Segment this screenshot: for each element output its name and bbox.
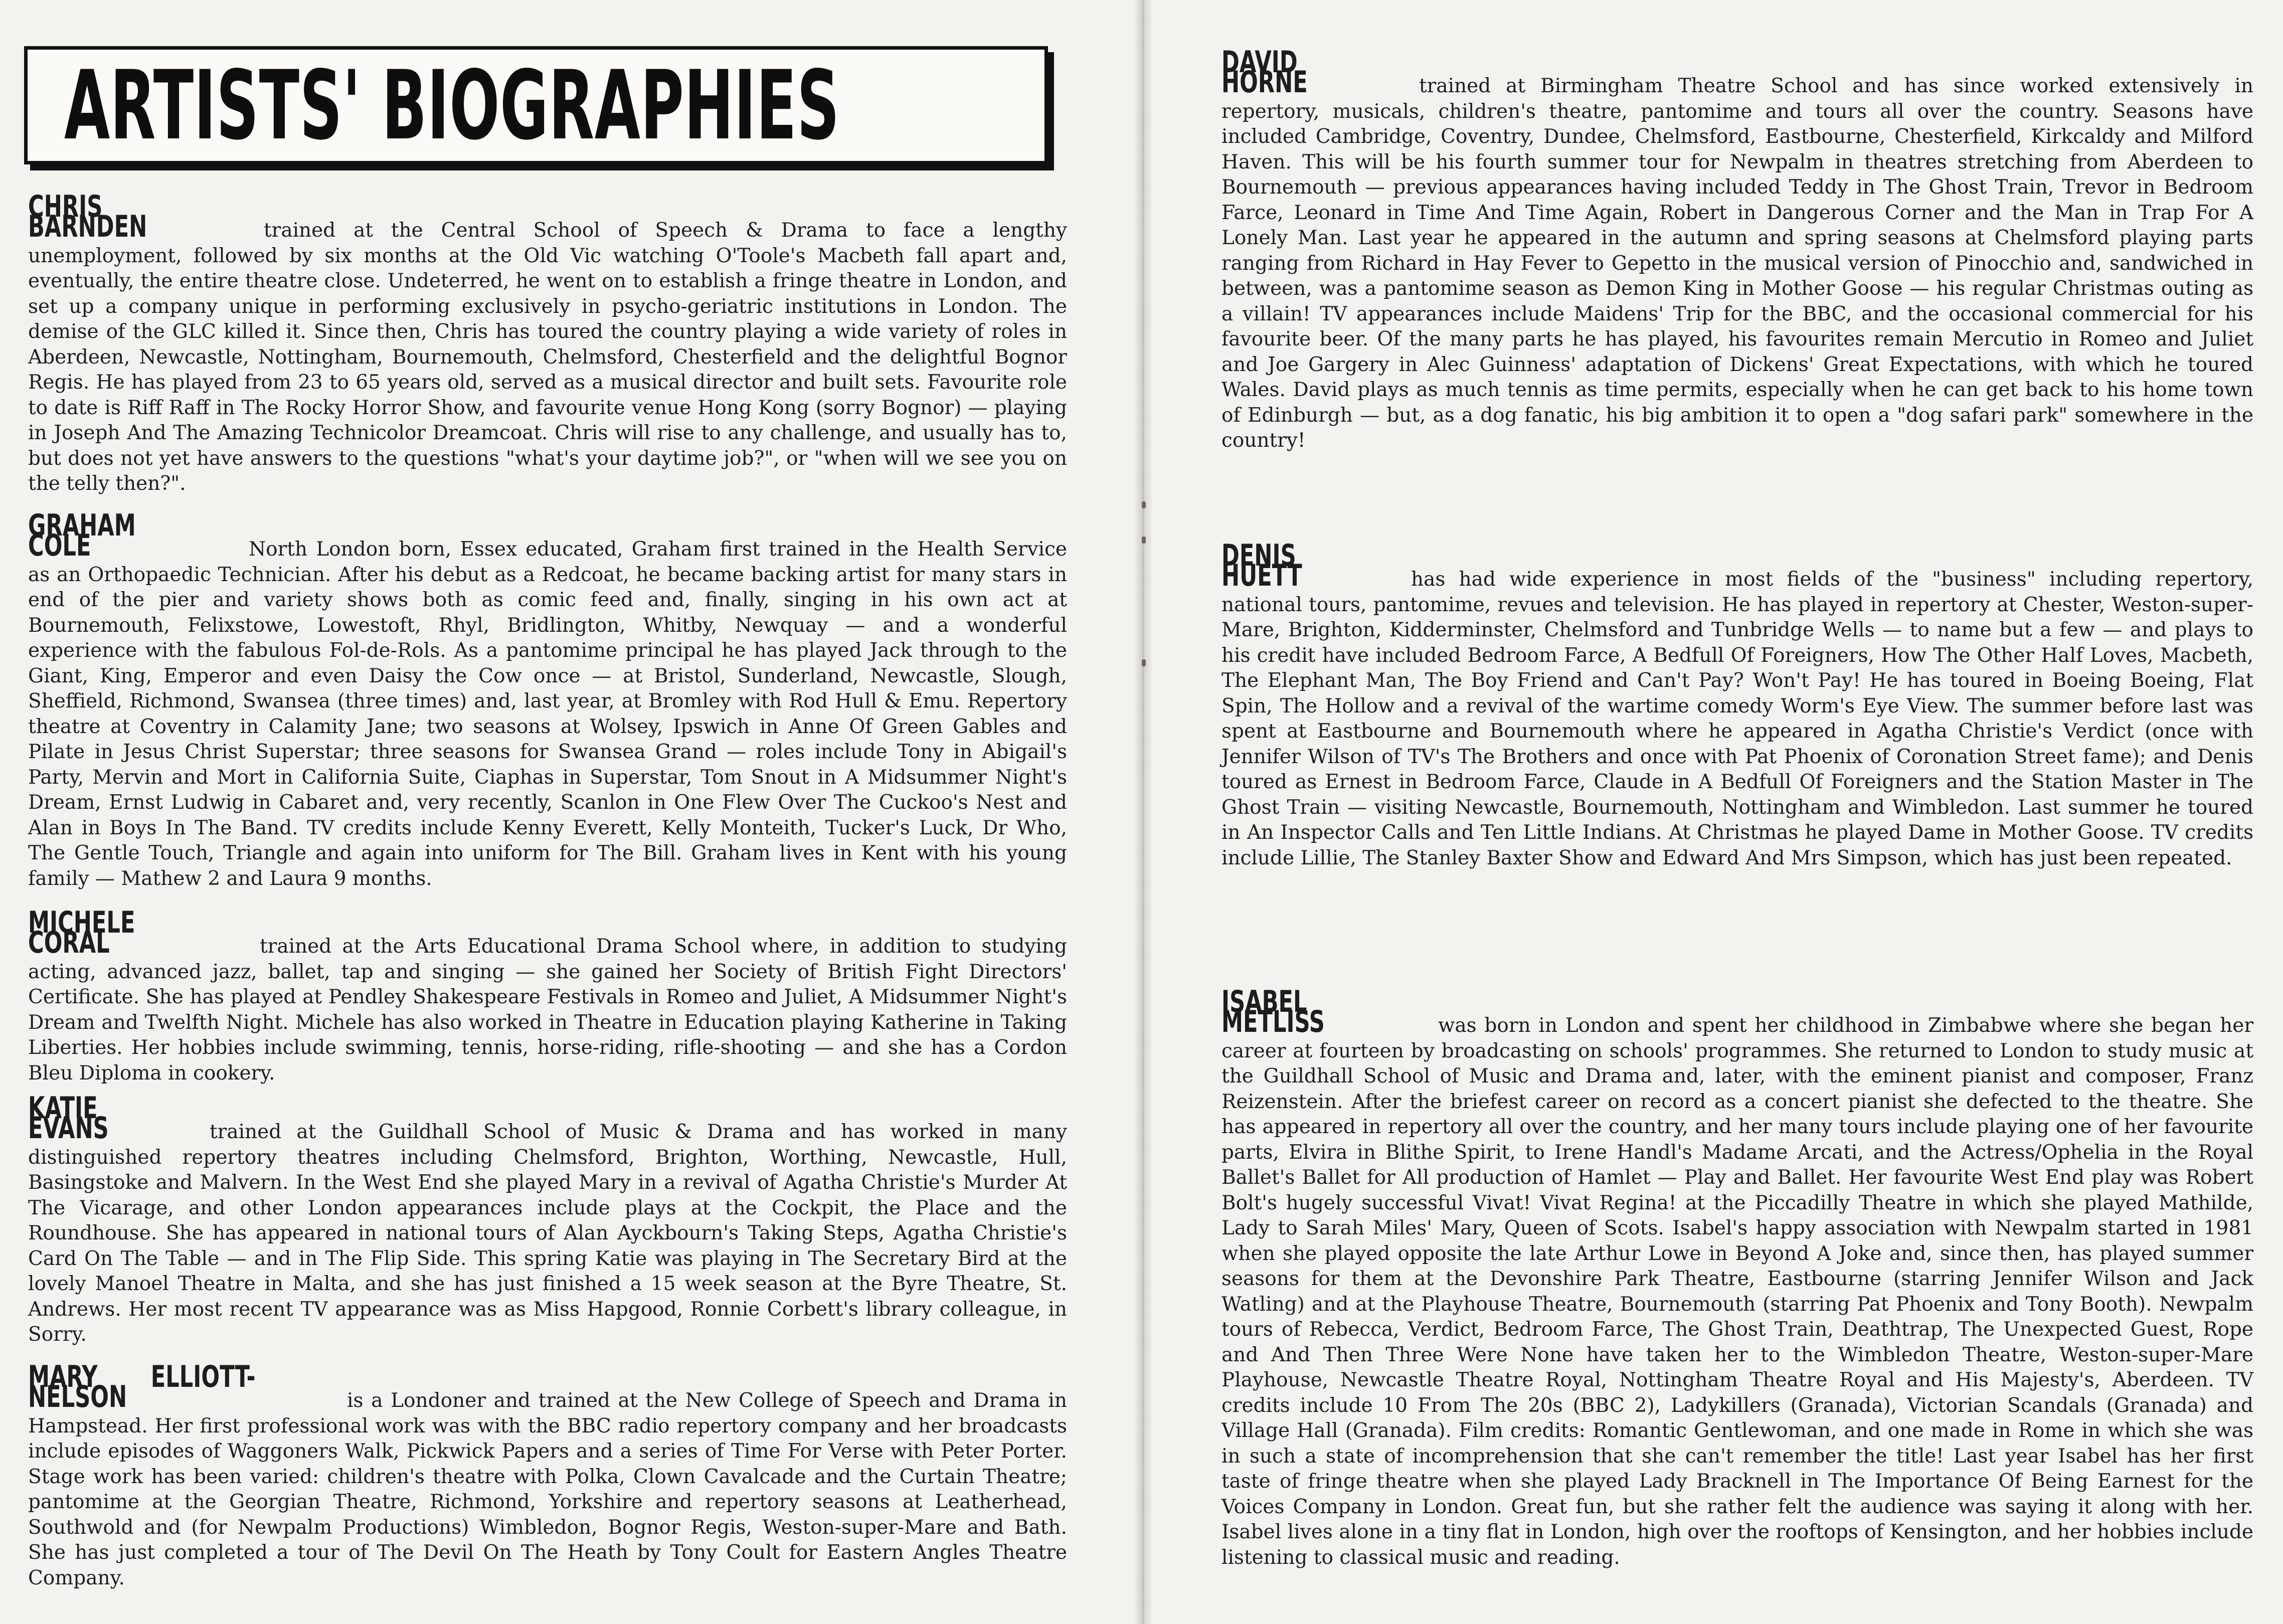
bio-text: trained at the Arts Educational Drama School where, in addition to studying acting, advanced jazz, ballet, tap and singing — she gained her Society of British Fight Directors' Certificate. She has played at Pendley Shakespeare Festivals in Romeo and Juliet, A Midsummer Night's Dream and Twelfth Night. Michele has also worked in Theatre in Education playing Katherine in Taking Liberties. Her hobbies include swimming, tennis, horse-riding, rifle-shooting — and she has a Cordon Bleu Diploma in cookery. <box>28 935 1067 1085</box>
bio-text: North London born, Essex educated, Graham first trained in the Health Service as an Orthopaedic Technician. After his debut as a Redcoat, he became backing artist for many stars in end of the pier and variety shows both as comic feed and, finally, singing in his own act at Bournemouth, Felixstowe, Lowestoft, Rhyl, Bridlington, Whitby, Newquay — and a wonderful experience with the fabulous Fol-de-Rols. As a pantomime principal he has played Jack through to the Giant, King, Emperor and even Daisy the Cow once — at Bristol, Sunderland, Newcastle, Slough, Sheffield, Richmond, Swansea (three times) and, last year, at Bromley with Rod Hull & Emu. Repertory theatre at Coventry in Calamity Jane; two seasons at Wolsey, Ipswich in Anne Of Green Gables and Pilate in Jesus Christ Superstar; three seasons for Swansea Grand — roles include Tony in Abigail's Party, Mervin and Mort in California Suite, Ciaphas in Superstar, Tom Snout in A Midsummer Night's Dream, Ernst Ludwig in Cabaret and, very recently, Scanlon in One Flew Over The Cuckoo's Nest and Alan in Boys In The Band. TV credits include Kenny Everett, Kelly Monteith, Tucker's Luck, Dr Who, The Gentle Touch, Triangle and again into uniform for The Bill. Graham lives in Kent with his young family — Mathew 2 and Laura 9 months. <box>28 538 1067 890</box>
staple-mark <box>1142 501 1146 508</box>
bio-denis-huett <box>1221 538 2253 871</box>
bio-graham-cole <box>28 508 1067 891</box>
bio-david-horne <box>1221 45 2253 454</box>
page-title: ARTISTS' BIOGRAPHIES <box>64 50 840 161</box>
bio-text: trained at the Central School of Speech & Drama to face a lengthy unemployment, followed by six months at the Old Vic watching O'Toole's Macbeth fall apart and, eventually, the entire theatre close. Undeterred, he went on to establish a fringe theatre in London, and set up a company unique in performing exclusively in psycho-geriatric institutions in London. The demise of the GLC killed it. Since then, Chris has toured the country playing a wide variety of roles in Aberdeen, Newcastle, Nottingham, Bournemouth, Chelmsford, Chesterfield and the delightful Bognor Regis. He has played from 23 to 65 years old, served as a musical director and built sets. Favourite role to date is Riff Raff in The Rocky Horror Show, and favourite venue Hong Kong (sorry Bognor) — playing in Joseph And The Amazing Technicolor Dreamcoat. Chris will rise to any challenge, and usually has to, but does not yet have answers to the questions "what's your daytime job?", or "when will we see you on the telly then?". <box>28 219 1067 495</box>
bio-isabel-metliss <box>1221 984 2253 1570</box>
bio-michele-coral <box>28 905 1067 1086</box>
page-gutter <box>1134 0 1152 1624</box>
bio-text: has had wide experience in most fields of the "business" including repertory, national tours, pantomime, revues and television. He has played in repertory at Chester, Weston-super-Mare, Brighton, Kidderminster, Chelmsford and Tunbridge Wells — to name but a few — and plays to his credit have included Bedroom Farce, A Bedfull Of Foreigners, How The Other Half Loves, Macbeth, The Elephant Man, The Boy Friend and Can't Pay? Won't Pay! He has toured in Boeing Boeing, Flat Spin, The Hollow and a revival of the wartime comedy Worm's Eye View. The summer before last was spent at Eastbourne and Bournemouth where he appeared in Agatha Christie's Verdict (once with Jennifer Wilson of TV's The Brothers and once with Pat Phoenix of Coronation Street fame); and Denis toured as Ernest in Bedroom Farce, Claude in A Bedfull Of Foreigners and the Station Master in The Ghost Train — visiting Newcastle, Bournemouth, Nottingham and Wimbledon. Last summer he toured in An Inspector Calls and Ten Little Indians. At Christmas he played Dame in Mother Goose. TV credits include Lillie, The Stanley Baxter Show and Edward And Mrs Simpson, which has just been repeated. <box>1221 568 2253 869</box>
bio-katie-evans <box>28 1091 1067 1348</box>
bio-chris-barnden <box>28 189 1067 497</box>
bio-text: is a Londoner and trained at the New College of Speech and Drama in Hampstead. Her first professional work was with the BBC radio repertory company and her broadcasts include episodes of Waggoners Walk, Pickwick Papers and a series of Time For Verse with Peter Porter. Stage work has been varied: children's theatre with Polka, Clown Cavalcade and the Curtain Theatre; pantomime at the Georgian Theatre, Richmond, Yorkshire and repertory seasons at Leatherhead, Southwold and (for Newpalm Productions) Wimbledon, Bognor Regis, Weston-super-Mare and Bath. She has just completed a tour of The Devil On The Heath by Tony Coult for Eastern Angles Theatre Company. <box>28 1389 1067 1589</box>
bio-mary-elliott-nelson <box>28 1359 1067 1591</box>
staple-mark <box>1142 659 1146 666</box>
bio-name: DENIS HUETT <box>1221 538 1302 593</box>
bio-name: MICHELE CORAL <box>28 905 135 960</box>
bio-name: MARY ELLIOTT-NELSON <box>28 1359 256 1414</box>
bio-name: KATIE EVANS <box>28 1091 109 1146</box>
bio-name: GRAHAM COLE <box>28 508 136 563</box>
staple-mark <box>1142 536 1146 544</box>
bio-text: was born in London and spent her childhood in Zimbabwe where she began her career at fourteen by broadcasting on schools' programmes. She returned to London to study music at the Guildhall School of Music and Drama and, later, with the eminent pianist and composer, Franz Reizenstein. After the briefest career on record as a concert pianist she defected to the theatre. She has appeared in repertory all over the country, and her many tours include playing one of her favourite parts, Elvira in Blithe Spirit, to Irene Handl's Madame Arcati, and the Actress/Ophelia in the Royal Ballet's Ballet for All production of Hamlet — Play and Ballet. Her favourite West End play was Robert Bolt's hugely successful Vivat! Vivat Regina! at the Piccadilly Theatre in which she played Mathilde, Lady to Sarah Miles' Mary, Queen of Scots. Isabel's happy association with Newpalm started in 1981 when she played opposite the late Arthur Lowe in Beyond A Joke and, since then, has played summer seasons for them at the Devonshire Park Theatre, Eastbourne (starring Jennifer Wilson and Jack Watling) and at the Playhouse Theatre, Bournemouth (starring Pat Phoenix and Tony Booth). Newpalm tours of Rebecca, Verdict, Bedroom Farce, The Ghost Train, Deathtrap, The Unexpected Guest, Rope and And Then Three Were None have taken her to the Wimbledon Theatre, Weston-super-Mare Playhouse, Newcastle Theatre Royal, Nottingham Theatre Royal and His Majesty's, Aberdeen. TV credits include 10 From The 20s (BBC 2), Ladykillers (Granada), Victorian Scandals (Granada) and Village Hall (Granada). Film credits: Romantic Gentlewoman, and one made in Rome in which she was in such a state of incomprehension that she can't remember the title! Last year Isabel has her first taste of fringe theatre when she played Lady Bracknell in The Importance Of Being Earnest for the Voices Company in London. Great fun, but she rather felt the audience was saying it along with her. Isabel lives alone in a tiny flat in London, high over the rooftops of Kensington, and her hobbies include listening to classical music and reading. <box>1221 1014 2253 1569</box>
bio-name: DAVID HORNE <box>1221 45 1308 100</box>
bio-text: trained at the Guildhall School of Music & Drama and has worked in many distinguished repertory theatres including Chelmsford, Brighton, Worthing, Newcastle, Hull, Basingstoke and Malvern. In the West End she played Mary in a revival of Agatha Christie's Murder At The Vicarage, and other London appearances include plays at the Cockpit, the Place and the Roundhouse. She has appeared in national tours of Alan Ayckbourn's Taking Steps, Agatha Christie's Card On The Table — and in The Flip Side. This spring Katie was playing in The Secretary Bird at the lovely Manoel Theatre in Malta, and she has just finished a 15 week season at the Byre Theatre, St. Andrews. Her most recent TV appearance was as Miss Hapgood, Ronnie Corbett's library colleague, in Sorry. <box>28 1121 1067 1346</box>
bio-name: ISABEL METLISS <box>1221 984 1325 1039</box>
bio-text: trained at Birmingham Theatre School and has since worked extensively in repertory, musicals, children's theatre, pantomime and tours all over the country. Seasons have included Cambridge, Coventry, Dundee, Chelmsford, Eastbourne, Chesterfield, Kirkcaldy and Milford Haven. This will be his fourth summer tour for Newpalm in theatres stretching from Aberdeen to Bournemouth — previous appearances having included Teddy in The Ghost Train, Trevor in Bedroom Farce, Leonard in Time And Time Again, Robert in Dangerous Corner and the Man in Trap For A Lonely Man. Last year he appeared in the autumn and spring seasons at Chelmsford playing parts ranging from Richard in Hay Fever to Gepetto in the musical version of Pinocchio and, sandwiched in between, was a pantomime season as Demon King in Mother Goose — his regular Christmas outing as a villain! TV appearances include Maidens' Trip for the BBC, and the occasional commercial for his favourite beer. Of the many parts he has played, his favourites remain Mercutio in Romeo and Juliet and Joe Gargery in Alec Guinness' adaptation of Dickens' Great Expectations, with which he toured Wales. David plays as much tennis as time permits, especially when he can get back to his home town of Edinburgh — but, as a dog fanatic, his big ambition it to open a "dog safari park" somewhere in the country! <box>1221 75 2253 452</box>
bio-name: CHRIS BARNDEN <box>28 189 147 244</box>
